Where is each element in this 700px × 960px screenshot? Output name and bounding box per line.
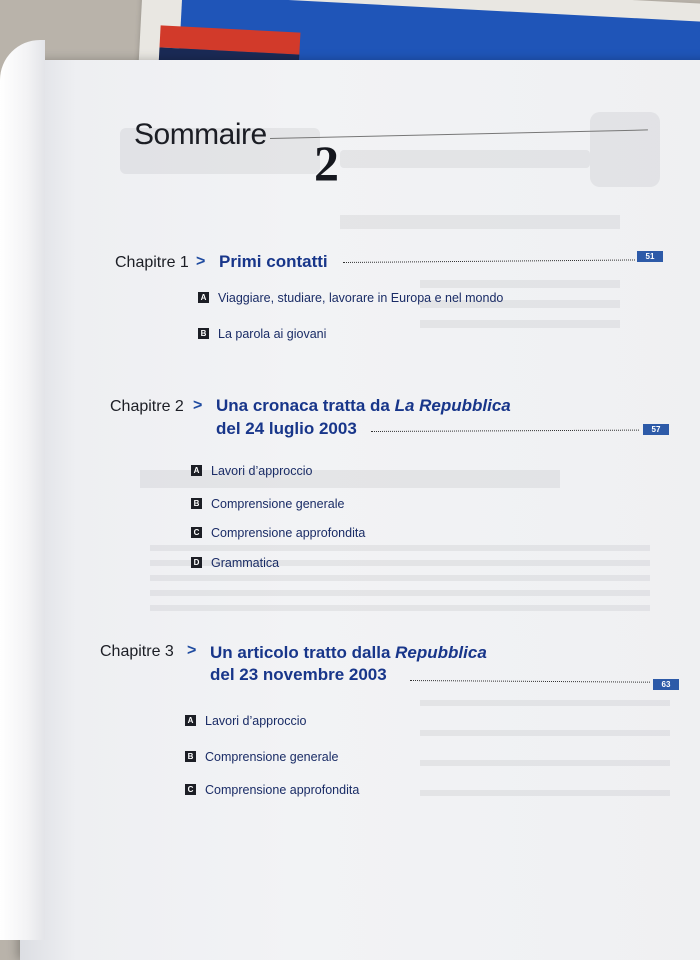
chapter-3-item-a[interactable] xyxy=(185,712,306,730)
sequence-number: 2 xyxy=(314,135,339,191)
chapter-3-item-c[interactable] xyxy=(185,781,359,799)
chapter-2-title-line2[interactable]: del 24 luglio 2003 xyxy=(216,419,357,438)
chapter-3-arrow-icon: > xyxy=(187,642,197,659)
chapter-3-page-number[interactable]: 63 xyxy=(653,679,679,690)
letter-d-badge: D xyxy=(191,557,202,568)
letter-a-badge: A xyxy=(185,715,196,726)
chapter-2-title-text: Una cronaca tratta da xyxy=(216,396,390,415)
chapter-3-title-text: Un articolo tratto dalla xyxy=(210,643,391,662)
letter-b-badge: B xyxy=(191,498,202,509)
item-label: Lavori d’approccio xyxy=(205,713,307,728)
chapter-2-page-number[interactable]: 57 xyxy=(643,424,669,435)
chapter-2-title-italic: La Repubblica xyxy=(394,396,511,415)
item-label: Comprensione approfondita xyxy=(211,525,366,540)
chapter-1-page-number[interactable]: 51 xyxy=(637,251,663,262)
chapter-3-item-b[interactable] xyxy=(185,748,338,766)
chapter-3-label: Chapitre 3 xyxy=(100,643,174,660)
chapter-1-title[interactable]: Primi contatti xyxy=(219,252,328,271)
chapter-3-title-line2[interactable]: del 23 novembre 2003 xyxy=(210,665,387,684)
chapter-3-title-line1[interactable] xyxy=(210,643,487,663)
chapter-2-label: Chapitre 2 xyxy=(110,398,184,415)
chapter-1-item-a[interactable] xyxy=(198,289,503,307)
chapter-2-item-c[interactable] xyxy=(191,524,365,542)
letter-a-badge: A xyxy=(191,465,202,476)
chapter-2-item-a[interactable] xyxy=(191,462,312,480)
chapter-3-title-italic: Repubblica xyxy=(395,643,487,662)
letter-c-badge: C xyxy=(185,784,196,795)
item-label: Comprensione approfondita xyxy=(205,782,360,797)
letter-c-badge: C xyxy=(191,527,202,538)
item-label: Comprensione generale xyxy=(205,749,339,764)
chapter-2-item-b[interactable] xyxy=(191,495,344,513)
chapter-2-arrow-icon: > xyxy=(193,397,203,414)
chapter-1-item-b[interactable] xyxy=(198,325,326,343)
item-label: La parola ai giovani xyxy=(218,326,327,341)
letter-a-badge: A xyxy=(198,292,209,303)
chapter-1-arrow-icon: > xyxy=(196,253,206,270)
item-label: Viaggiare, studiare, lavorare in Europa e nel mondo xyxy=(218,290,504,305)
letter-b-badge: B xyxy=(185,751,196,762)
chapter-2-title-line1[interactable] xyxy=(216,396,511,416)
item-label: Comprensione generale xyxy=(211,496,345,511)
page-title: Sommaire xyxy=(134,118,267,151)
item-label: Grammatica xyxy=(211,555,280,570)
item-label: Lavori d’approccio xyxy=(211,463,313,478)
chapter-1-label: Chapitre 1 xyxy=(115,254,189,271)
letter-b-badge: B xyxy=(198,328,209,339)
chapter-2-item-d[interactable] xyxy=(191,554,279,572)
